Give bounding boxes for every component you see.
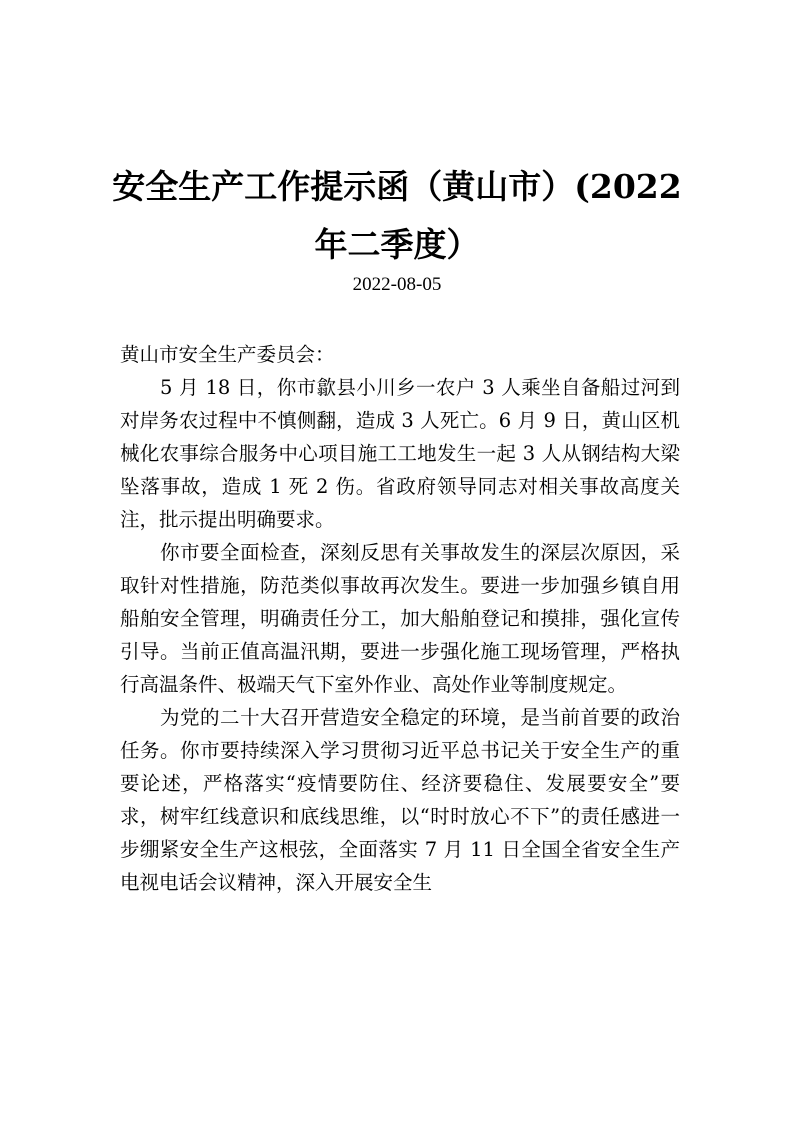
document-date: 2022-08-05 (352, 274, 442, 295)
salutation: 黄山市安全生产委员会： (120, 343, 335, 366)
paragraph: 为党的二十大召开营造安全稳定的环境，是当前首要的政治任务。你市要持续深入学习贯彻习近平总书记关于安全生产的重要论述，严格落实“疫情要防住、经济要稳住、发展要安全”要求，树牢红线意识和底线思维，以“时时放心不下”的责任感进一步绷紧安全生产这根弦，全面落实 7 月 11 日全国全省安全生产电视电话会议精神，深入开展安全生 (120, 706, 680, 894)
document-title: 安全生产工作提示函（黄山市）(2022 年二季度） (112, 167, 682, 264)
document-body (120, 338, 680, 899)
paragraph: 你市要全面检查，深刻反思有关事故发生的深层次原因，采取针对性措施，防范类似事故再次发生。要进一步加强乡镇自用船舶安全管理，明确责任分工，加大船舶登记和摸排，强化宣传引导。当前正值高温汛期，要进一步强化施工现场管理，严格执行高温条件、极端天气下室外作业、高处作业等制度规定。 (120, 541, 680, 696)
paragraph: 5 月 18 日，你市歙县小川乡一农户 3 人乘坐自备船过河到对岸务农过程中不慎侧翻，造成 3 人死亡。6 月 9 日，黄山区机械化农事综合服务中心项目施工工地发生一起 3 人从钢结构大梁坠落事故，造成 1 死 2 伤。省政府领导同志对相关事故高度关注，批示提出明确要求。 (120, 376, 680, 531)
